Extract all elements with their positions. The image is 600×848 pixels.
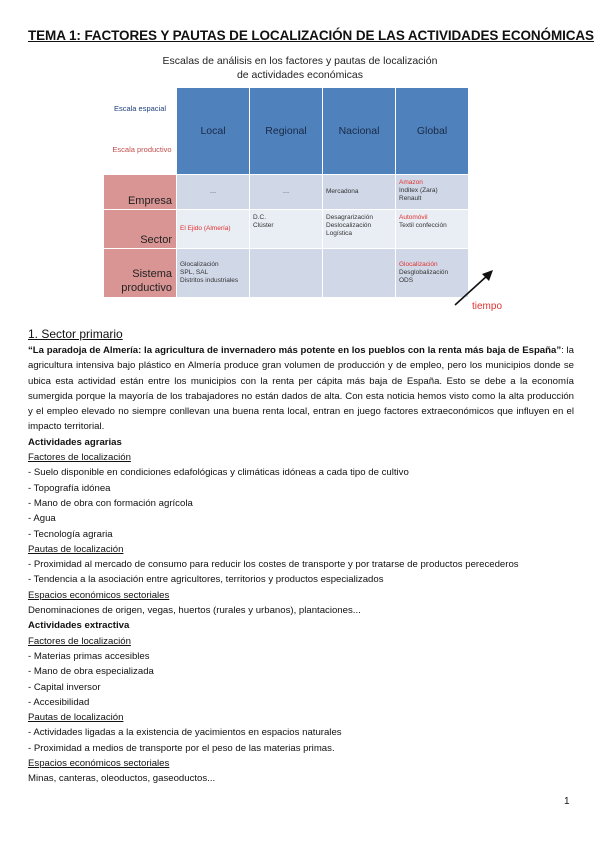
cell-text: Clúster xyxy=(253,222,274,229)
time-arrow-label: tiempo xyxy=(472,301,503,312)
cell-text: Glocalización xyxy=(180,261,219,268)
cell-text: Renault xyxy=(399,195,422,202)
list-item: - Mano de obra con formación agrícola xyxy=(28,497,193,509)
list-item: - Agua xyxy=(28,513,56,525)
section-heading-sector-primario: 1. Sector primario xyxy=(28,327,123,341)
table-corner xyxy=(104,88,177,175)
news-headline: “La paradoja de Almería: la agricultura de invernadero más potente en los pueblos con la renta más baja de España” xyxy=(28,345,562,356)
subheading-pautas: Pautas de localización xyxy=(28,543,124,555)
row-label-sistema-productivo xyxy=(104,249,177,298)
table-cell xyxy=(177,249,250,298)
figure-title-line1: Escalas de análisis en los factores y pautas de localización xyxy=(162,55,438,67)
list-item: - Materias primas accesibles xyxy=(28,650,150,662)
list-item: - Accesibilidad xyxy=(28,696,90,708)
table-cell xyxy=(250,175,323,210)
figure-title xyxy=(0,54,600,82)
document-body xyxy=(28,326,574,787)
subheading-espacios: Espacios económicos sectoriales xyxy=(28,758,170,770)
table-cell xyxy=(323,249,396,298)
column-header-nacional: Nacional xyxy=(323,88,396,175)
cell-text: SPL, SAL xyxy=(180,269,209,276)
cell-text: Distritos industriales xyxy=(180,277,239,284)
row-label-line: productivo xyxy=(121,282,172,294)
scales-table xyxy=(103,87,469,298)
table-row-empresa xyxy=(104,175,469,210)
table-row-sector xyxy=(104,210,469,249)
column-header-local: Local xyxy=(177,88,250,175)
table-cell xyxy=(177,175,250,210)
cell-text: Desglobalización xyxy=(399,269,449,276)
scale-spatial-label: Escala espacial xyxy=(113,104,167,113)
news-body: : la agricultura intensiva bajo plástico en Almería produce gran volumen de producción y de empleo, pero los municipios donde se ubica esta actividad están entre los municipios con la renta per cápita más baja de España. Esto se debe a la economía sumergida porque la mayoría de los trabajadores no están dados de alta. Con esta noticia hemos visto como la alta producción y el empleo elevado no siempre conllevan una buena renta local, entran en juego factores extraeconómicos que influyen en el impacto territorial. xyxy=(28,345,574,433)
cell-text: … xyxy=(282,188,290,195)
espacios-text: Minas, canteras, oleoductos, gaseoductos... xyxy=(28,773,216,785)
cell-text: Inditex (Zara) xyxy=(399,187,438,194)
page-number: 1 xyxy=(564,796,570,807)
news-paragraph xyxy=(28,343,574,435)
subheading-actividades-agrarias: Actividades agrarias xyxy=(28,436,122,448)
table-cell xyxy=(323,210,396,249)
figure-title-line2: de actividades económicas xyxy=(236,69,364,81)
subheading-factores: Factores de localización xyxy=(28,635,131,647)
table-cell xyxy=(396,175,469,210)
cell-text: Logística xyxy=(326,230,353,237)
cell-text: Glocalización xyxy=(399,261,438,268)
scale-productive-label: Escala productivo xyxy=(112,145,172,154)
row-label-empresa: Empresa xyxy=(104,175,177,210)
cell-text: Automóvil xyxy=(399,214,428,221)
table-cell xyxy=(250,210,323,249)
row-label-sector: Sector xyxy=(104,210,177,249)
table-cell xyxy=(250,249,323,298)
list-item: - Proximidad al mercado de consumo para reducir los costes de transporte y por tratarse de productos perecederos xyxy=(28,559,519,571)
list-item: - Tendencia a la asociación entre agricultores, territorios y productos especializados xyxy=(28,574,384,586)
cell-text: Mercadona xyxy=(326,188,359,195)
cell-text: … xyxy=(209,188,217,195)
row-label-line: Sistema xyxy=(132,268,172,280)
list-item: - Capital inversor xyxy=(28,681,101,693)
table-row-sistema-productivo xyxy=(104,249,469,298)
cell-text: D.C. xyxy=(253,214,266,221)
subheading-factores: Factores de localización xyxy=(28,452,131,464)
table-cell xyxy=(396,210,469,249)
list-item: - Tecnología agraria xyxy=(28,528,113,540)
list-item: - Actividades ligadas a la existencia de yacimientos en espacios naturales xyxy=(28,727,342,739)
cell-text: Textil confección xyxy=(399,222,447,229)
cell-text: ODS xyxy=(399,277,414,284)
list-item: - Topografía idónea xyxy=(28,482,111,494)
cell-text: Deslocalización xyxy=(326,222,372,229)
list-item: - Suelo disponible en condiciones edafológicas y climáticas idóneas a cada tipo de cultivo xyxy=(28,467,409,479)
subheading-espacios: Espacios económicos sectoriales xyxy=(28,589,170,601)
espacios-text: Denominaciones de origen, vegas, huertos (rurales y urbanos), plantaciones... xyxy=(28,605,361,617)
cell-text: Desagrarización xyxy=(326,214,373,221)
page-title: TEMA 1: FACTORES Y PAUTAS DE LOCALIZACIÓN DE LAS ACTIVIDADES ECONÓMICAS xyxy=(28,28,594,43)
list-item: - Proximidad a medios de transporte por el peso de las materias primas. xyxy=(28,742,335,754)
subheading-actividades-extractiva: Actividades extractiva xyxy=(28,620,130,632)
cell-text: El Ejido (Almería) xyxy=(180,225,231,232)
column-header-global: Global xyxy=(396,88,469,175)
cell-text: Amazon xyxy=(399,179,423,186)
list-item: - Mano de obra especializada xyxy=(28,666,154,678)
table-cell xyxy=(323,175,396,210)
table-cell xyxy=(177,210,250,249)
subheading-pautas: Pautas de localización xyxy=(28,712,124,724)
column-header-regional: Regional xyxy=(250,88,323,175)
